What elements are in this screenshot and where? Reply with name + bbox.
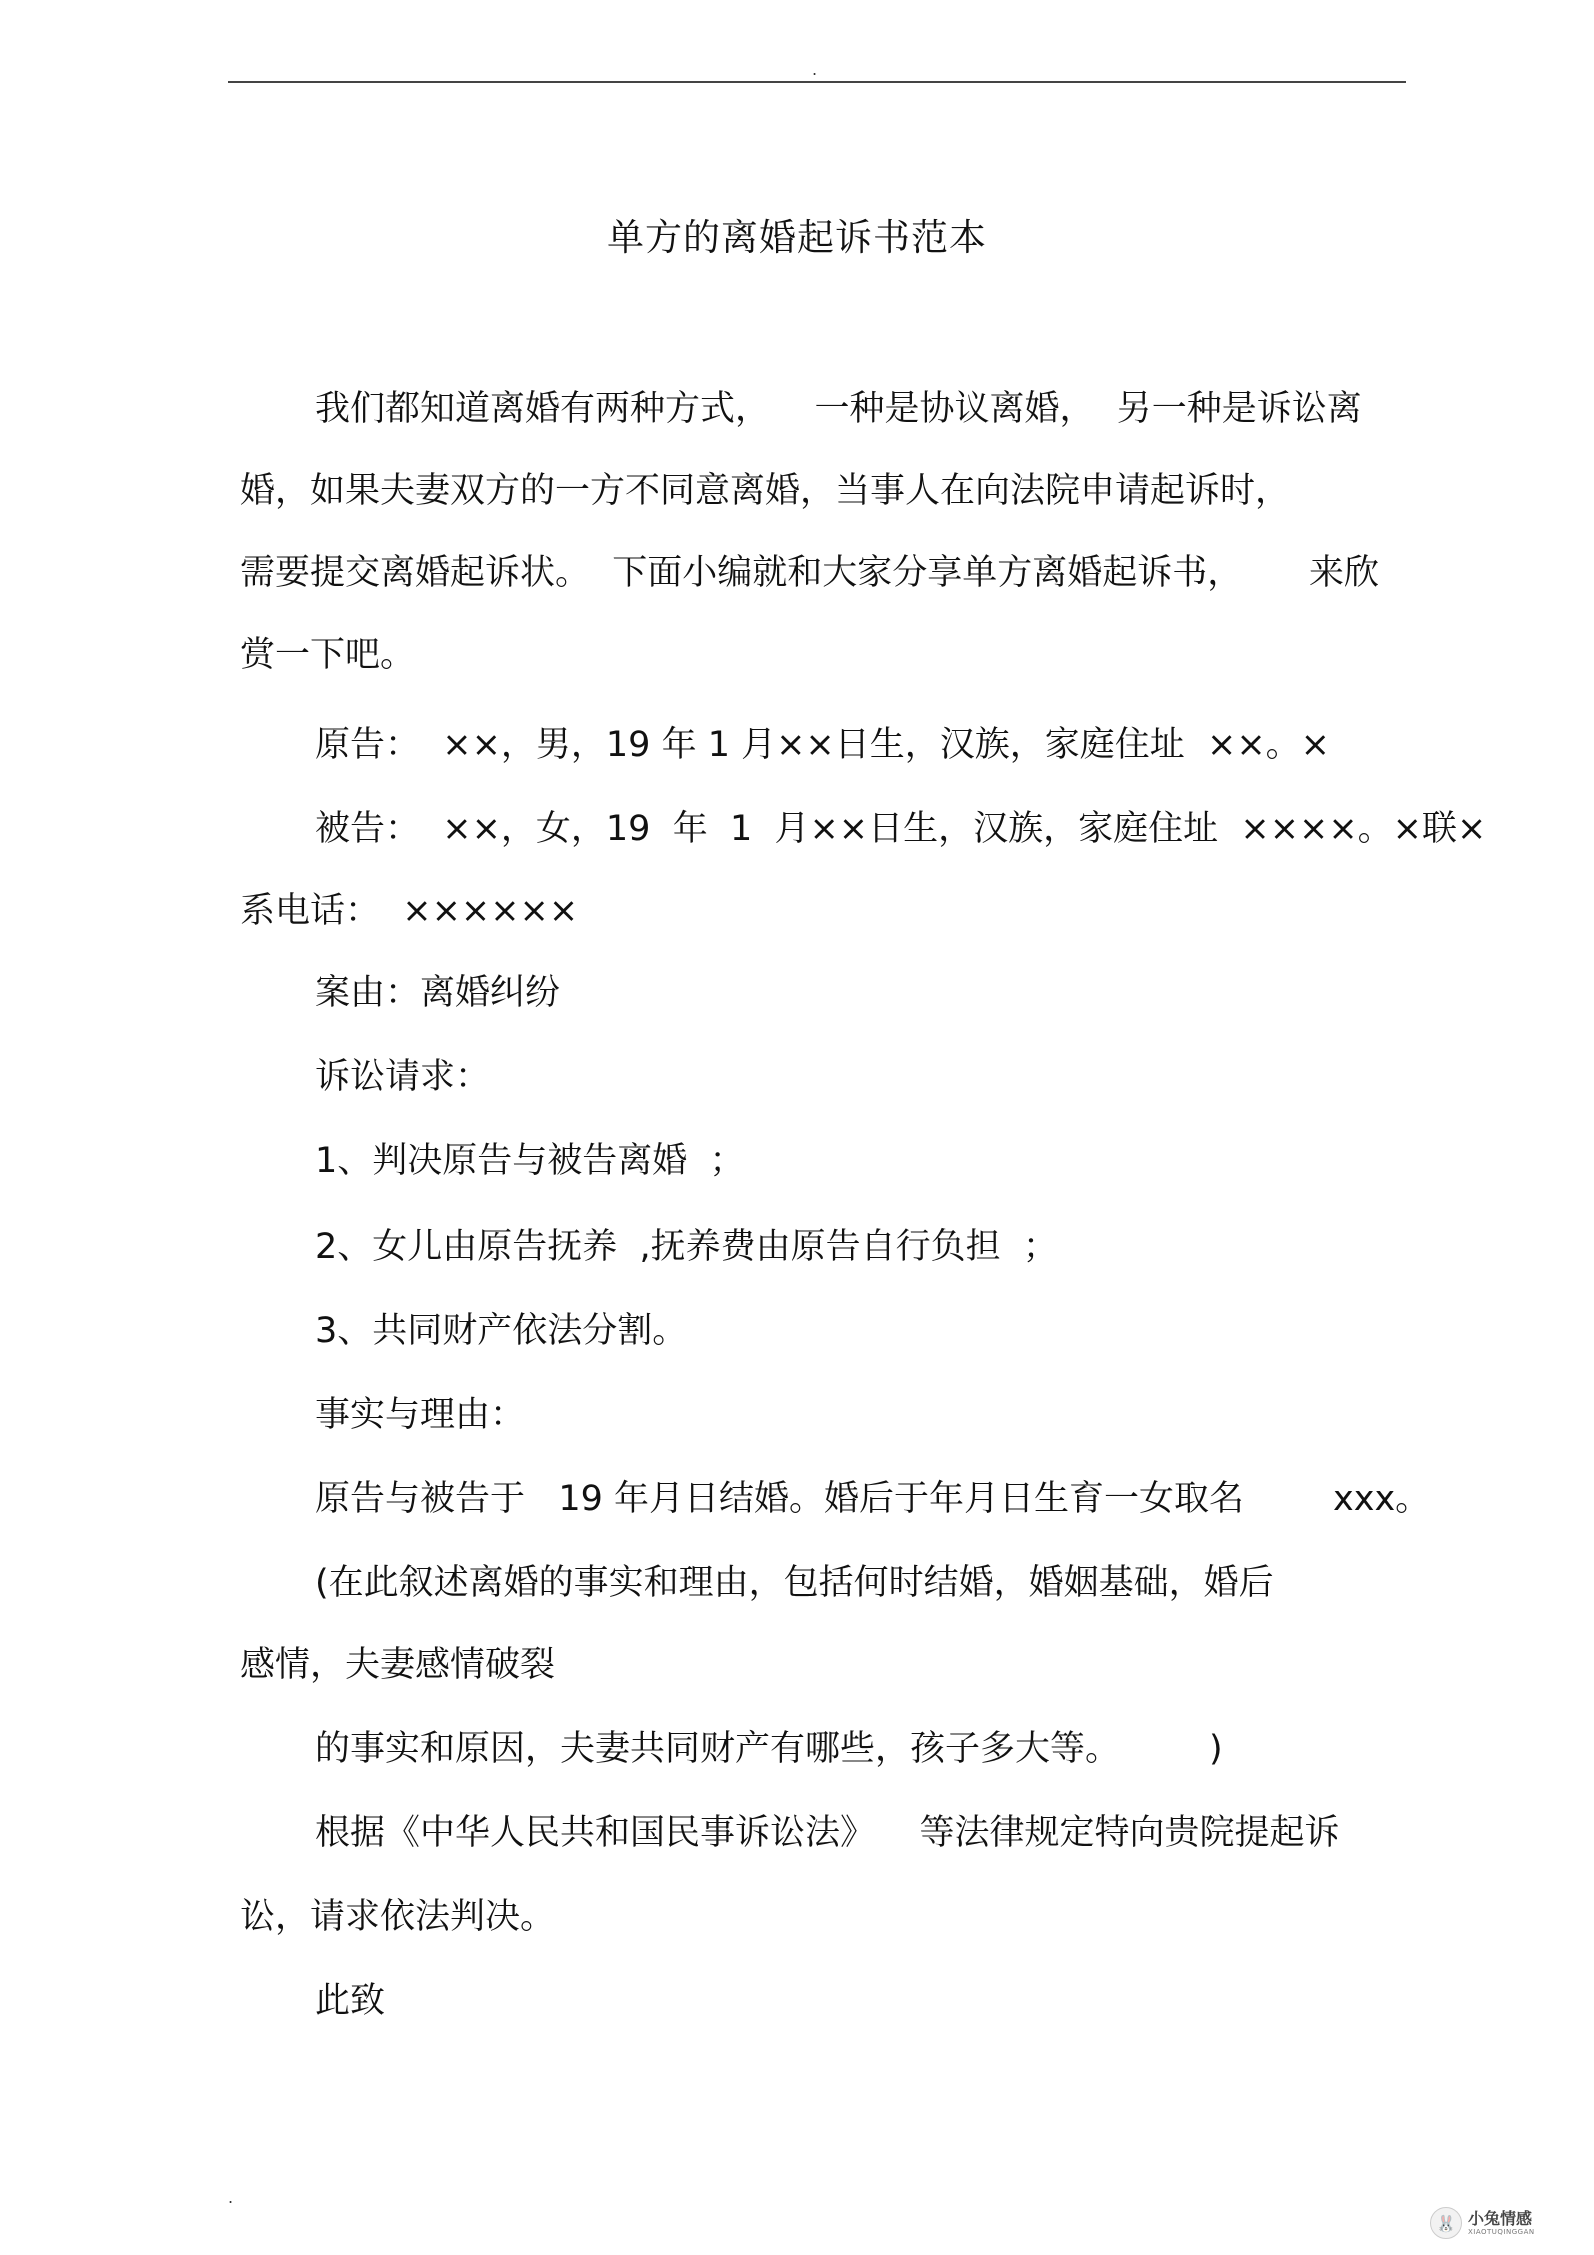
document-title: 单方的离婚起诉书范本 xyxy=(607,216,987,259)
claim-item: 3、共同财产依法分割。 xyxy=(315,1311,688,1351)
rabbit-logo-icon: 🐰 xyxy=(1430,2207,1462,2239)
paragraph-line: 婚，如果夫妻双方的一方不同意离婚，当事人在向法院申请起诉时， xyxy=(240,471,1291,511)
paragraph-line: (在此叙述离婚的事实和理由，包括何时结婚，婚姻基础，婚后 xyxy=(315,1563,1274,1603)
facts-heading: 事实与理由： xyxy=(315,1395,526,1435)
case-cause-line: 案由：离婚纠纷 xyxy=(315,973,561,1013)
paragraph-line: 原告与被告于 19 年月日结婚。婚后于年月日生育一女取名 xxx。 xyxy=(315,1479,1431,1519)
claim-item: 2、女儿由原告抚养 ,抚养费由原告自行负担 ； xyxy=(315,1227,1058,1267)
defendant-line: 被告： ××，女，19 年 1 月××日生，汉族，家庭住址 ××××。×联× xyxy=(315,809,1487,849)
claim-item: 1、判决原告与被告离婚 ； xyxy=(315,1141,745,1181)
header-dot: . xyxy=(812,60,818,79)
phone-line: 系电话： ×××××× xyxy=(240,891,579,931)
watermark-url: XIAOTUQINGGAN xyxy=(1468,2227,1535,2236)
header-rule xyxy=(228,81,1406,83)
watermark-name: 小兔情感 xyxy=(1468,2208,1533,2228)
closing-line: 此致 xyxy=(315,1981,386,2021)
watermark-text xyxy=(1468,2208,1535,2236)
paragraph-line: 根据《中华人民共和国民事诉讼法》 等法律规定特向贵院提起诉 xyxy=(315,1813,1340,1853)
paragraph-line: 需要提交离婚起诉状。 下面小编就和大家分享单方离婚起诉书， 来欣 xyxy=(240,553,1380,593)
paragraph-line: 赏一下吧。 xyxy=(240,635,416,675)
paragraph-line: 我们都知道离婚有两种方式， 一种是协议离婚， 另一种是诉讼离 xyxy=(315,389,1362,429)
claims-heading: 诉讼请求： xyxy=(315,1057,491,1097)
paragraph-line: 讼，请求依法判决。 xyxy=(240,1897,556,1937)
footer-dot: . xyxy=(228,2188,234,2207)
plaintiff-line: 原告： ××，男，19 年 1 月××日生，汉族，家庭住址 ××。× xyxy=(315,725,1330,765)
watermark xyxy=(1430,2203,1580,2243)
paragraph-line: 感情，夫妻感情破裂 xyxy=(240,1645,556,1685)
paragraph-line: 的事实和原因，夫妻共同财产有哪些，孩子多大等。 ) xyxy=(315,1729,1223,1769)
